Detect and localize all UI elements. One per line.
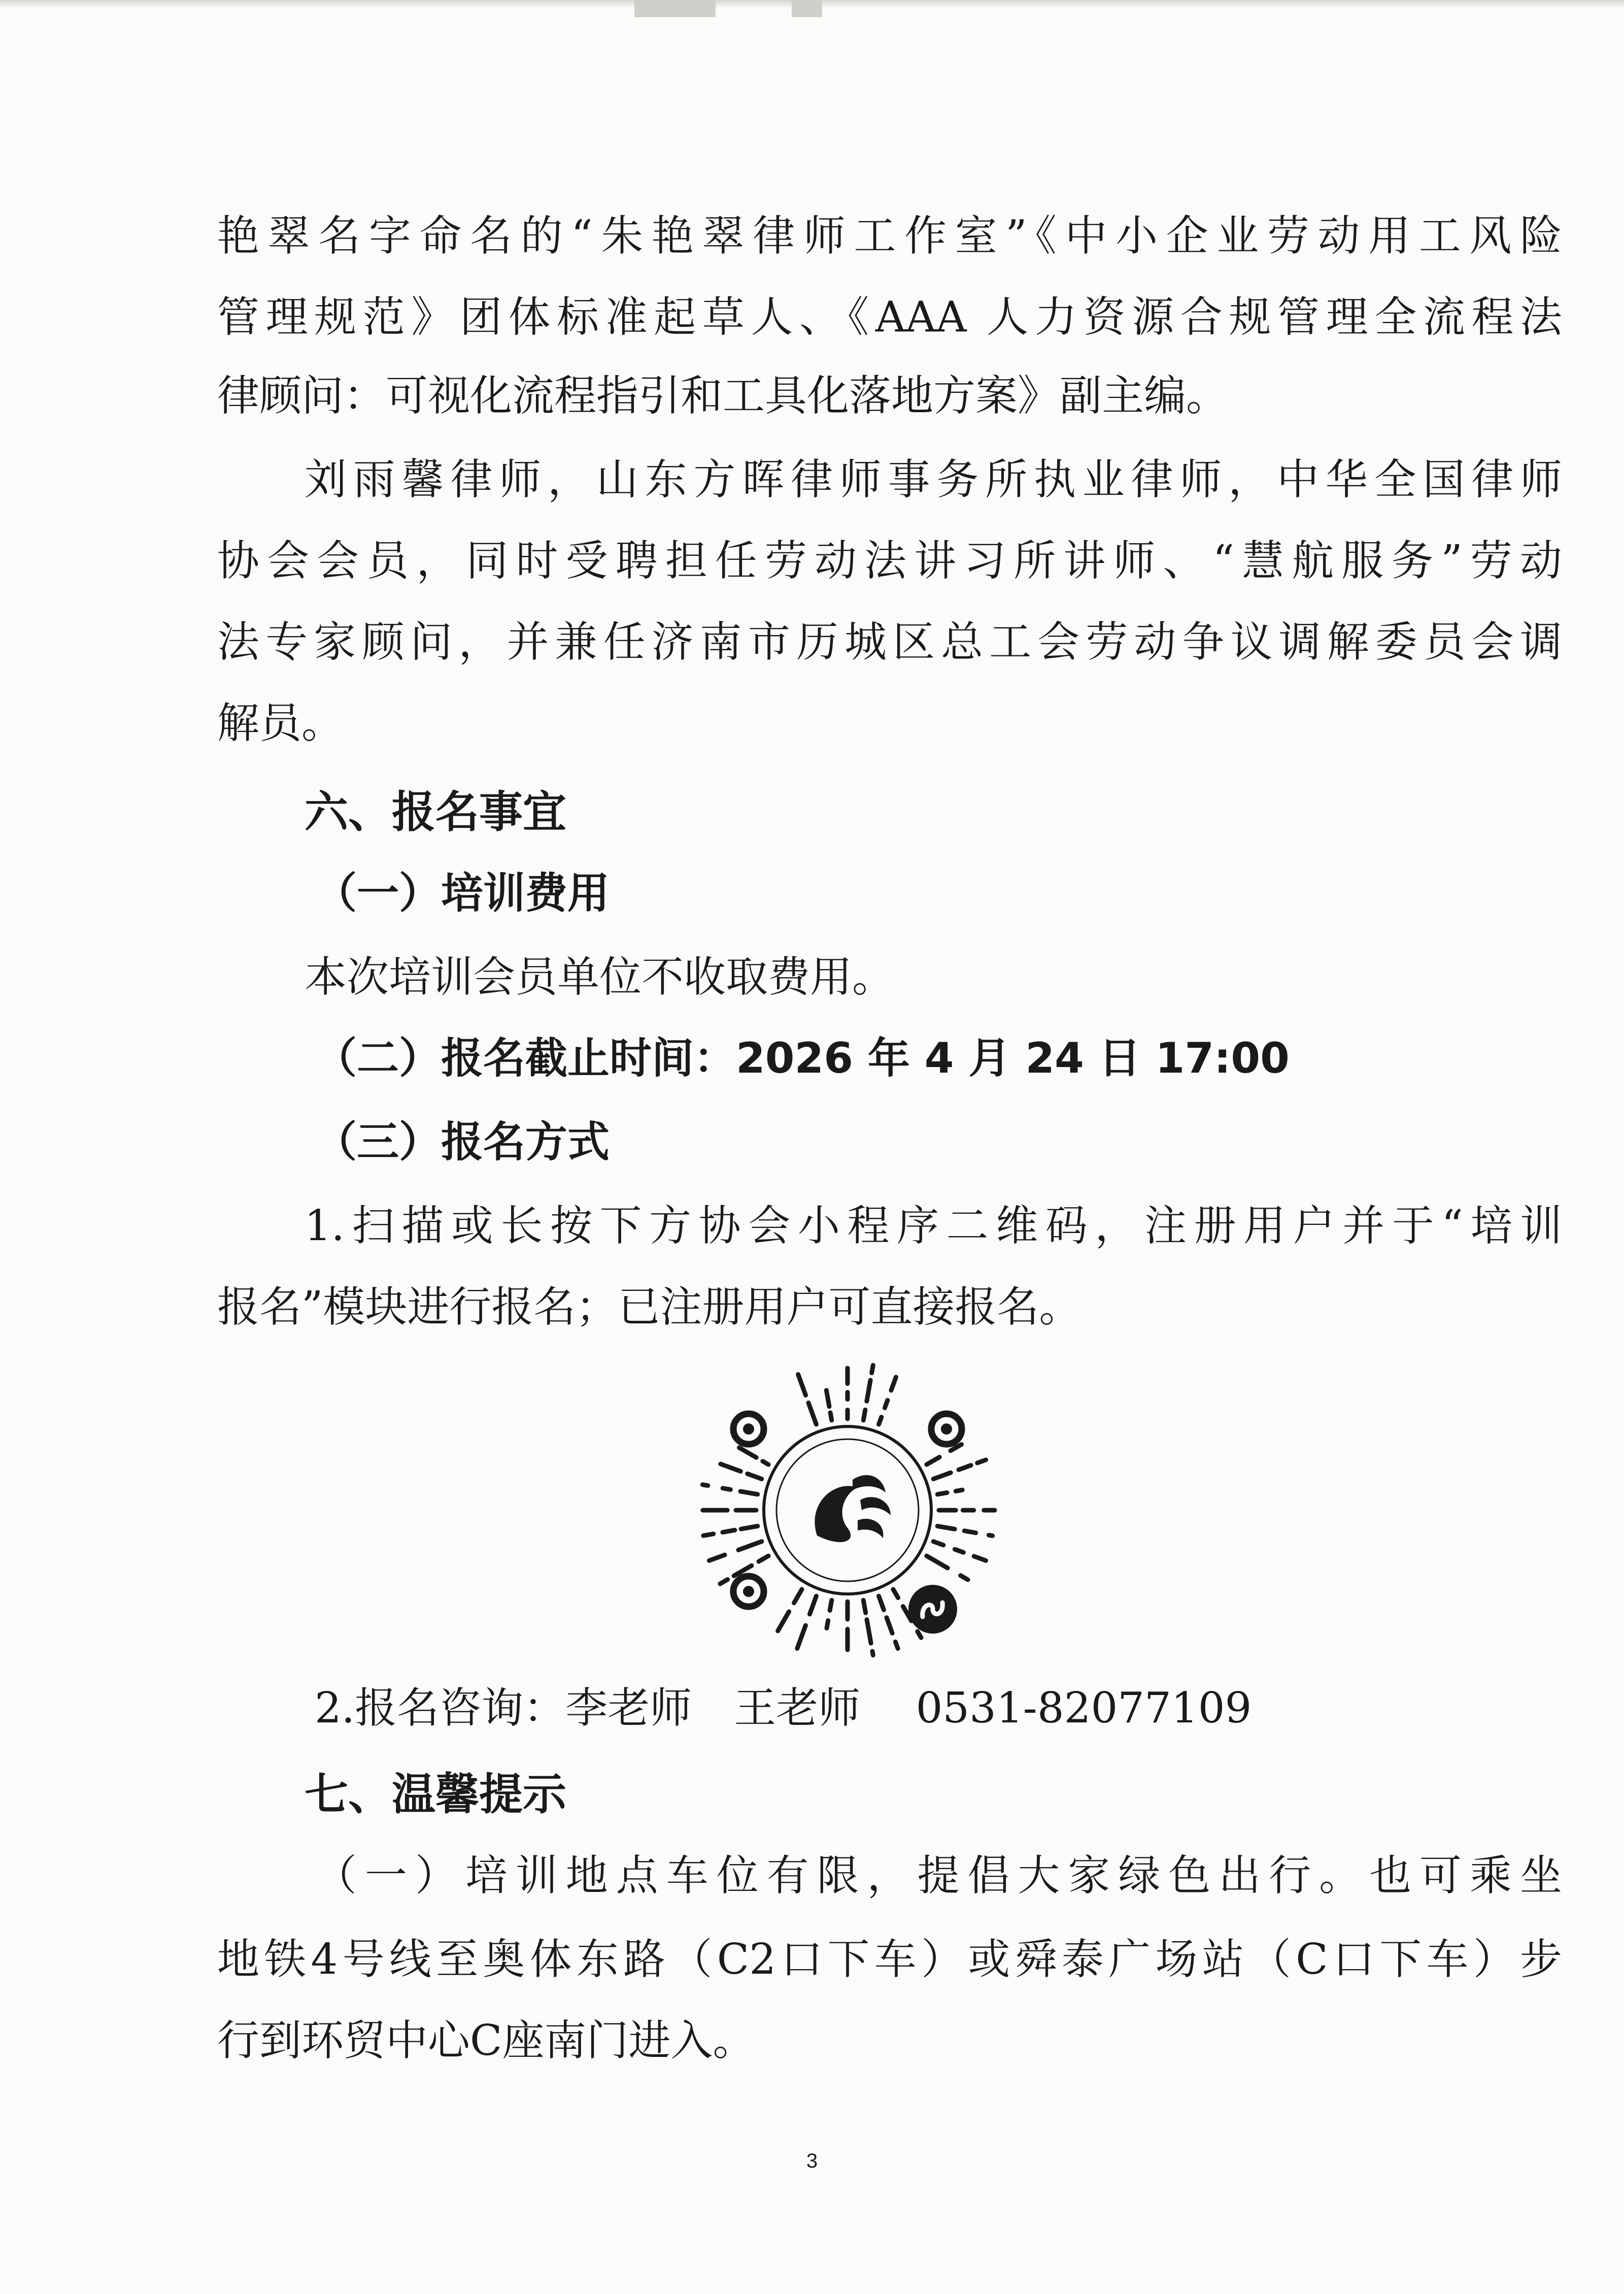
deadline-text: （二）报名截止时间：2026 年 4 月 24 日 17:00 (315, 1034, 1290, 1083)
scan-mark (634, 0, 716, 17)
qr-ray (974, 1556, 986, 1561)
tip-1-line-3: 行到环贸中心C座南门进入。 (217, 2016, 755, 2065)
qr-ray (740, 1491, 758, 1494)
qr-ray (748, 1474, 762, 1479)
tip-1-line-2: 地铁4号线至奥体东路（C2口下车）或舜泰广场站（C口下车）步 (217, 1935, 1562, 1984)
mini-program-logo-icon (908, 1585, 957, 1634)
bio-liu-line-4: 解员。 (217, 699, 344, 748)
fee-text: 本次培训会员单位不收取费用。 (304, 952, 894, 1002)
qr-ray (927, 1556, 948, 1568)
method-1-line-2: 报名”模块进行报名；已注册用户可直接报名。 (217, 1282, 1081, 1332)
qr-ray (830, 1600, 832, 1610)
qr-ray (723, 1488, 730, 1490)
scan-mark (792, 0, 822, 17)
qr-ray (927, 1457, 939, 1465)
section-six-heading: 六、报名事宜 (304, 787, 566, 838)
qr-ray (964, 1531, 975, 1533)
bio-zhu-line-1: 艳翠名字命名的“朱艳翠律师工作室”《中小企业劳动用工风险 (217, 211, 1562, 260)
bio-zhu-line-2: 管理规范》团体标准起草人、《AAA 人力资源合规管理全流程法 (217, 292, 1562, 342)
qr-ray (702, 1485, 707, 1486)
method-subheading: （三）报名方式 (315, 1117, 610, 1167)
qr-ray (872, 1365, 873, 1373)
qr-ray (885, 1400, 888, 1408)
qr-ray (867, 1619, 871, 1643)
qr-ray (721, 1464, 741, 1471)
bio-zhu-line-3: 律顾问：可视化流程指引和工具化落地方案》副主编。 (217, 371, 1228, 420)
qr-ray (887, 1618, 892, 1634)
qr-ray (738, 1542, 762, 1550)
qr-ray (759, 1556, 768, 1561)
qr-ray (741, 1526, 758, 1529)
qr-ray (872, 1651, 873, 1655)
qr-ray (867, 1380, 870, 1401)
qr-ray (977, 1460, 986, 1463)
qr-ray (723, 1530, 735, 1532)
bio-liu-line-1: 刘雨馨律师，山东方晖律师事务所执业律师，中华全国律师 (304, 455, 1562, 504)
qr-ray (797, 1625, 806, 1648)
qr-ray (863, 1600, 865, 1613)
section-seven-heading: 七、温馨提示 (304, 1769, 566, 1820)
qr-ray (879, 1596, 884, 1610)
qr-ray (703, 1534, 714, 1536)
page-number: 3 (806, 2150, 818, 2172)
qr-ray (808, 1403, 816, 1424)
qr-ray (879, 1417, 882, 1424)
qr-ray (798, 1374, 806, 1395)
qr-ray (891, 1377, 896, 1390)
qr-ray (961, 1576, 968, 1580)
qr-ray (989, 1535, 992, 1536)
qr-ray (794, 1589, 802, 1603)
qr-ray (863, 1410, 865, 1420)
qr-ray (830, 1413, 832, 1420)
tip-1-line-1: （一）培训地点车位有限，提倡大家绿色出行。也可乘坐 (315, 1851, 1562, 1900)
qr-ray (918, 1632, 921, 1638)
qr-ray (955, 1549, 963, 1552)
fee-subheading: （一）培训费用 (315, 869, 610, 918)
mini-program-qr-code[interactable] (690, 1353, 1005, 1668)
qr-ray (895, 1642, 898, 1648)
qr-ray (937, 1492, 947, 1494)
method-1-line-1: 1.扫描或长按下方协会小程序二维码，注册用户并于“培训 (304, 1201, 1562, 1250)
qr-ray (956, 1490, 962, 1491)
qr-ray (827, 1620, 828, 1628)
qr-ray (778, 1612, 789, 1631)
qr-ray (959, 1465, 971, 1470)
qr-ray (709, 1555, 725, 1560)
qr-ray (933, 1473, 951, 1479)
qr-ray (893, 1589, 898, 1598)
qr-ray (933, 1542, 943, 1545)
qr-ray (809, 1596, 816, 1614)
qr-ray (826, 1390, 829, 1407)
consult-line: 2.报名咨询：李老师 王老师 0531-82077109 (315, 1683, 1252, 1733)
qr-ray (937, 1526, 955, 1529)
qr-ray (720, 1579, 728, 1584)
qr-ray (739, 1448, 756, 1457)
bio-liu-line-3: 法专家顾问，并兼任济南市历城区总工会劳动争议调解委员会调 (217, 617, 1562, 667)
qr-ray (763, 1461, 768, 1465)
bio-liu-line-2: 协会会员，同时受聘担任劳动法讲习所讲师、“慧航服务”劳动 (217, 536, 1562, 585)
